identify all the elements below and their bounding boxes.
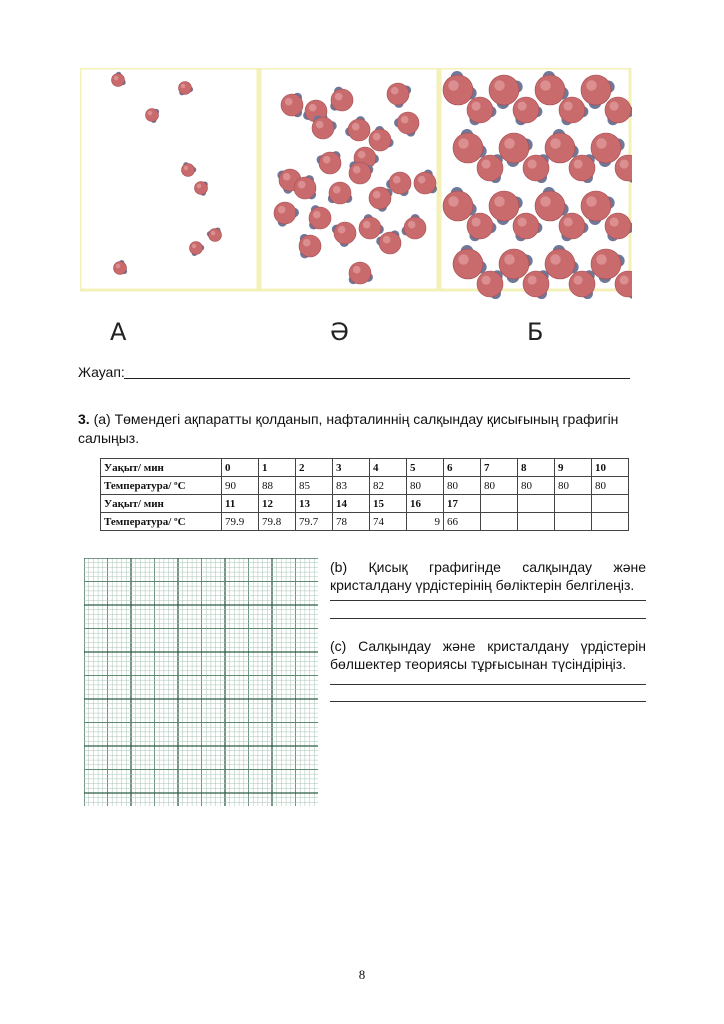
- atom-highlight: [482, 160, 491, 169]
- table-row: [101, 513, 629, 531]
- table-cell: 66: [444, 513, 481, 531]
- table-cell: 74: [370, 513, 407, 531]
- atom-highlight: [518, 102, 527, 111]
- oxygen-atom: [489, 191, 519, 221]
- atom-highlight: [586, 196, 597, 207]
- oxygen-atom: [334, 222, 356, 244]
- oxygen-atom: [605, 97, 631, 123]
- oxygen-atom: [569, 155, 595, 181]
- oxygen-atom: [581, 191, 611, 221]
- atom-highlight: [353, 166, 361, 174]
- atom-highlight: [472, 218, 481, 227]
- oxygen-atom: [190, 242, 203, 255]
- oxygen-atom: [443, 191, 473, 221]
- oxygen-atom: [114, 262, 127, 275]
- atom-highlight: [303, 239, 311, 247]
- table-cell: 8: [518, 459, 555, 477]
- atom-highlight: [620, 276, 629, 285]
- oxygen-atom: [404, 217, 426, 239]
- atom-highlight: [596, 254, 607, 265]
- oxygen-atom: [499, 133, 529, 163]
- oxygen-atom: [523, 271, 549, 297]
- answer-line-b2[interactable]: [330, 618, 646, 619]
- answer-line[interactable]: [124, 378, 630, 379]
- cooling-data-table: [100, 458, 629, 531]
- atom-highlight: [448, 80, 459, 91]
- table-cell: [592, 495, 629, 513]
- atom-highlight: [383, 236, 391, 244]
- atom-highlight: [482, 276, 491, 285]
- oxygen-atom: [453, 133, 483, 163]
- row-header: Температура/ ºC: [101, 513, 222, 531]
- oxygen-atom: [195, 182, 208, 195]
- atom-highlight: [192, 244, 197, 249]
- graph-paper[interactable]: [84, 558, 318, 806]
- oxygen-atom: [312, 117, 334, 139]
- atom-highlight: [540, 80, 551, 91]
- table-cell: 80: [518, 477, 555, 495]
- oxygen-atom: [182, 164, 195, 177]
- atom-highlight: [494, 80, 505, 91]
- answer-line-c2[interactable]: [330, 701, 646, 702]
- oxygen-atom: [513, 97, 539, 123]
- atom-highlight: [323, 156, 331, 164]
- atom-highlight: [596, 138, 607, 149]
- oxygen-atom: [559, 213, 585, 239]
- table-cell: 6: [444, 459, 481, 477]
- atom-highlight: [564, 218, 573, 227]
- table-cell: 78: [333, 513, 370, 531]
- atom-highlight: [540, 196, 551, 207]
- atom-highlight: [550, 254, 561, 265]
- table-cell: 79.9: [222, 513, 259, 531]
- table-cell: 79.8: [259, 513, 296, 531]
- table-cell: 85: [296, 477, 333, 495]
- oxygen-atom: [359, 217, 381, 239]
- oxygen-atom: [545, 249, 575, 279]
- answer-line-b1[interactable]: [330, 600, 646, 601]
- table-row: [101, 495, 629, 513]
- atom-highlight: [528, 160, 537, 169]
- atom-highlight: [458, 254, 469, 265]
- oxygen-atom: [467, 97, 493, 123]
- table-cell: 3: [333, 459, 370, 477]
- atom-highlight: [393, 176, 401, 184]
- atom-highlight: [472, 102, 481, 111]
- oxygen-atom: [499, 249, 529, 279]
- table-cell: 79.7: [296, 513, 333, 531]
- table-cell: 88: [259, 477, 296, 495]
- table-cell: 14: [333, 495, 370, 513]
- table-cell: 80: [407, 477, 444, 495]
- question-text: Төмендегі ақпаратты қолданып, нафталиннің салқындау қисығының графигін салыңыз.: [78, 411, 619, 446]
- oxygen-atom: [569, 271, 595, 297]
- table-cell: 11: [222, 495, 259, 513]
- oxygen-atom: [319, 152, 341, 174]
- oxygen-atom: [274, 202, 296, 224]
- atom-highlight: [335, 93, 343, 101]
- oxygen-atom: [591, 133, 621, 163]
- oxygen-atom: [369, 129, 391, 151]
- atom-highlight: [518, 218, 527, 227]
- oxygen-atom: [545, 133, 575, 163]
- oxygen-atom: [348, 119, 370, 141]
- oxygen-atom: [523, 155, 549, 181]
- table-cell: 4: [370, 459, 407, 477]
- atom-highlight: [298, 181, 306, 189]
- row-header: Уақыт/ мин: [101, 495, 222, 513]
- atom-highlight: [352, 123, 360, 131]
- oxygen-atom: [513, 213, 539, 239]
- atom-highlight: [564, 102, 573, 111]
- oxygen-atom: [329, 182, 351, 204]
- oxygen-atom: [294, 177, 316, 199]
- particle-diagram: [80, 68, 632, 346]
- table-cell: [518, 495, 555, 513]
- table-cell: [481, 495, 518, 513]
- oxygen-atom: [443, 75, 473, 105]
- part-c-question: (c) Салқындау және кристалдану үрдістерін бөлшектер теориясы тұрғысынан түсіндіріңіз.: [330, 638, 646, 672]
- table-cell: 0: [222, 459, 259, 477]
- atom-highlight: [586, 80, 597, 91]
- table-cell: [592, 513, 629, 531]
- panel-label-b: Б: [527, 318, 544, 346]
- table-cell: [555, 513, 592, 531]
- oxygen-atom: [581, 75, 611, 105]
- oxygen-atom: [369, 187, 391, 209]
- table-cell: 80: [555, 477, 592, 495]
- table-row: [101, 459, 629, 477]
- atom-highlight: [373, 133, 381, 141]
- table-cell: 80: [444, 477, 481, 495]
- oxygen-atom: [559, 97, 585, 123]
- oxygen-atom: [467, 213, 493, 239]
- oxygen-atom: [349, 262, 371, 284]
- question-3: [78, 410, 638, 448]
- atom-highlight: [494, 196, 505, 207]
- atom-highlight: [309, 104, 317, 112]
- part-a-label: (а): [93, 411, 111, 427]
- table-cell: 2: [296, 459, 333, 477]
- oxygen-atom: [209, 229, 222, 242]
- atom-highlight: [610, 218, 619, 227]
- atom-highlight: [550, 138, 561, 149]
- atom-highlight: [316, 121, 324, 129]
- atom-highlight: [418, 176, 426, 184]
- atom-highlight: [401, 116, 409, 124]
- graph-grid: [84, 558, 318, 806]
- row-header: Температура/ ºC: [101, 477, 222, 495]
- table-cell: 1: [259, 459, 296, 477]
- atom-highlight: [504, 138, 515, 149]
- oxygen-atom: [387, 83, 409, 105]
- table-cell: 7: [481, 459, 518, 477]
- atom-highlight: [504, 254, 515, 265]
- oxygen-atom: [112, 74, 125, 87]
- particle-figure: [80, 68, 632, 346]
- table-cell: 16: [407, 495, 444, 513]
- page-number: 8: [358, 967, 366, 982]
- table-cell: 17: [444, 495, 481, 513]
- atom-highlight: [197, 184, 202, 189]
- oxygen-atom: [535, 75, 565, 105]
- table-cell: 82: [370, 477, 407, 495]
- atom-highlight: [333, 186, 341, 194]
- oxygen-atom: [477, 271, 503, 297]
- answer-line-c1[interactable]: [330, 684, 646, 685]
- table-row: [101, 477, 629, 495]
- oxygen-atom: [397, 112, 419, 134]
- atom-highlight: [211, 231, 216, 236]
- table-cell: 10: [592, 459, 629, 477]
- atom-highlight: [363, 221, 371, 229]
- atom-highlight: [528, 276, 537, 285]
- atom-highlight: [391, 87, 399, 95]
- table-cell: 80: [481, 477, 518, 495]
- atom-highlight: [620, 160, 629, 169]
- oxygen-atom: [379, 232, 401, 254]
- atom-highlight: [574, 160, 583, 169]
- table-cell: 9: [407, 513, 444, 531]
- table-cell: [518, 513, 555, 531]
- atom-highlight: [114, 76, 119, 81]
- table-cell: 5: [407, 459, 444, 477]
- oxygen-atom: [299, 235, 321, 257]
- atom-highlight: [574, 276, 583, 285]
- oxygen-atom: [281, 94, 303, 116]
- oxygen-atom: [605, 213, 631, 239]
- atom-highlight: [358, 151, 366, 159]
- oxygen-atom: [489, 75, 519, 105]
- oxygen-atom: [453, 249, 483, 279]
- atom-highlight: [610, 102, 619, 111]
- oxygen-atom: [591, 249, 621, 279]
- atom-highlight: [313, 211, 321, 219]
- atom-highlight: [448, 196, 459, 207]
- atom-highlight: [338, 226, 346, 234]
- panel-label-schwa: Ә: [330, 318, 349, 346]
- part-b-question: (b) Қисық графигінде салқындау және кристалдану үрдістерінің бөліктерін белгілеңіз.: [330, 559, 646, 593]
- atom-highlight: [278, 206, 286, 214]
- oxygen-atom: [389, 172, 411, 194]
- atom-highlight: [181, 84, 186, 89]
- answer-label: Жауап:: [78, 364, 125, 380]
- atom-highlight: [148, 111, 153, 116]
- atom-highlight: [408, 221, 416, 229]
- atom-highlight: [184, 166, 189, 171]
- oxygen-atom: [331, 89, 353, 111]
- table-cell: 9: [555, 459, 592, 477]
- row-header: Уақыт/ мин: [101, 459, 222, 477]
- oxygen-atom: [414, 172, 436, 194]
- table-cell: 13: [296, 495, 333, 513]
- table-cell: 15: [370, 495, 407, 513]
- oxygen-atom: [146, 109, 159, 122]
- atom-highlight: [283, 173, 291, 181]
- oxygen-atom: [179, 82, 192, 95]
- atom-highlight: [458, 138, 469, 149]
- atom-highlight: [285, 98, 293, 106]
- panel-label-a: А: [110, 318, 127, 346]
- table-cell: [481, 513, 518, 531]
- oxygen-atom: [309, 207, 331, 229]
- oxygen-atom: [535, 191, 565, 221]
- table-cell: 83: [333, 477, 370, 495]
- atom-highlight: [353, 266, 361, 274]
- question-number: 3.: [78, 411, 90, 427]
- oxygen-atom: [477, 155, 503, 181]
- table-cell: [555, 495, 592, 513]
- atom-highlight: [116, 264, 121, 269]
- table-cell: 80: [592, 477, 629, 495]
- atom-highlight: [373, 191, 381, 199]
- table-cell: 12: [259, 495, 296, 513]
- table-cell: 90: [222, 477, 259, 495]
- oxygen-atom: [349, 162, 371, 184]
